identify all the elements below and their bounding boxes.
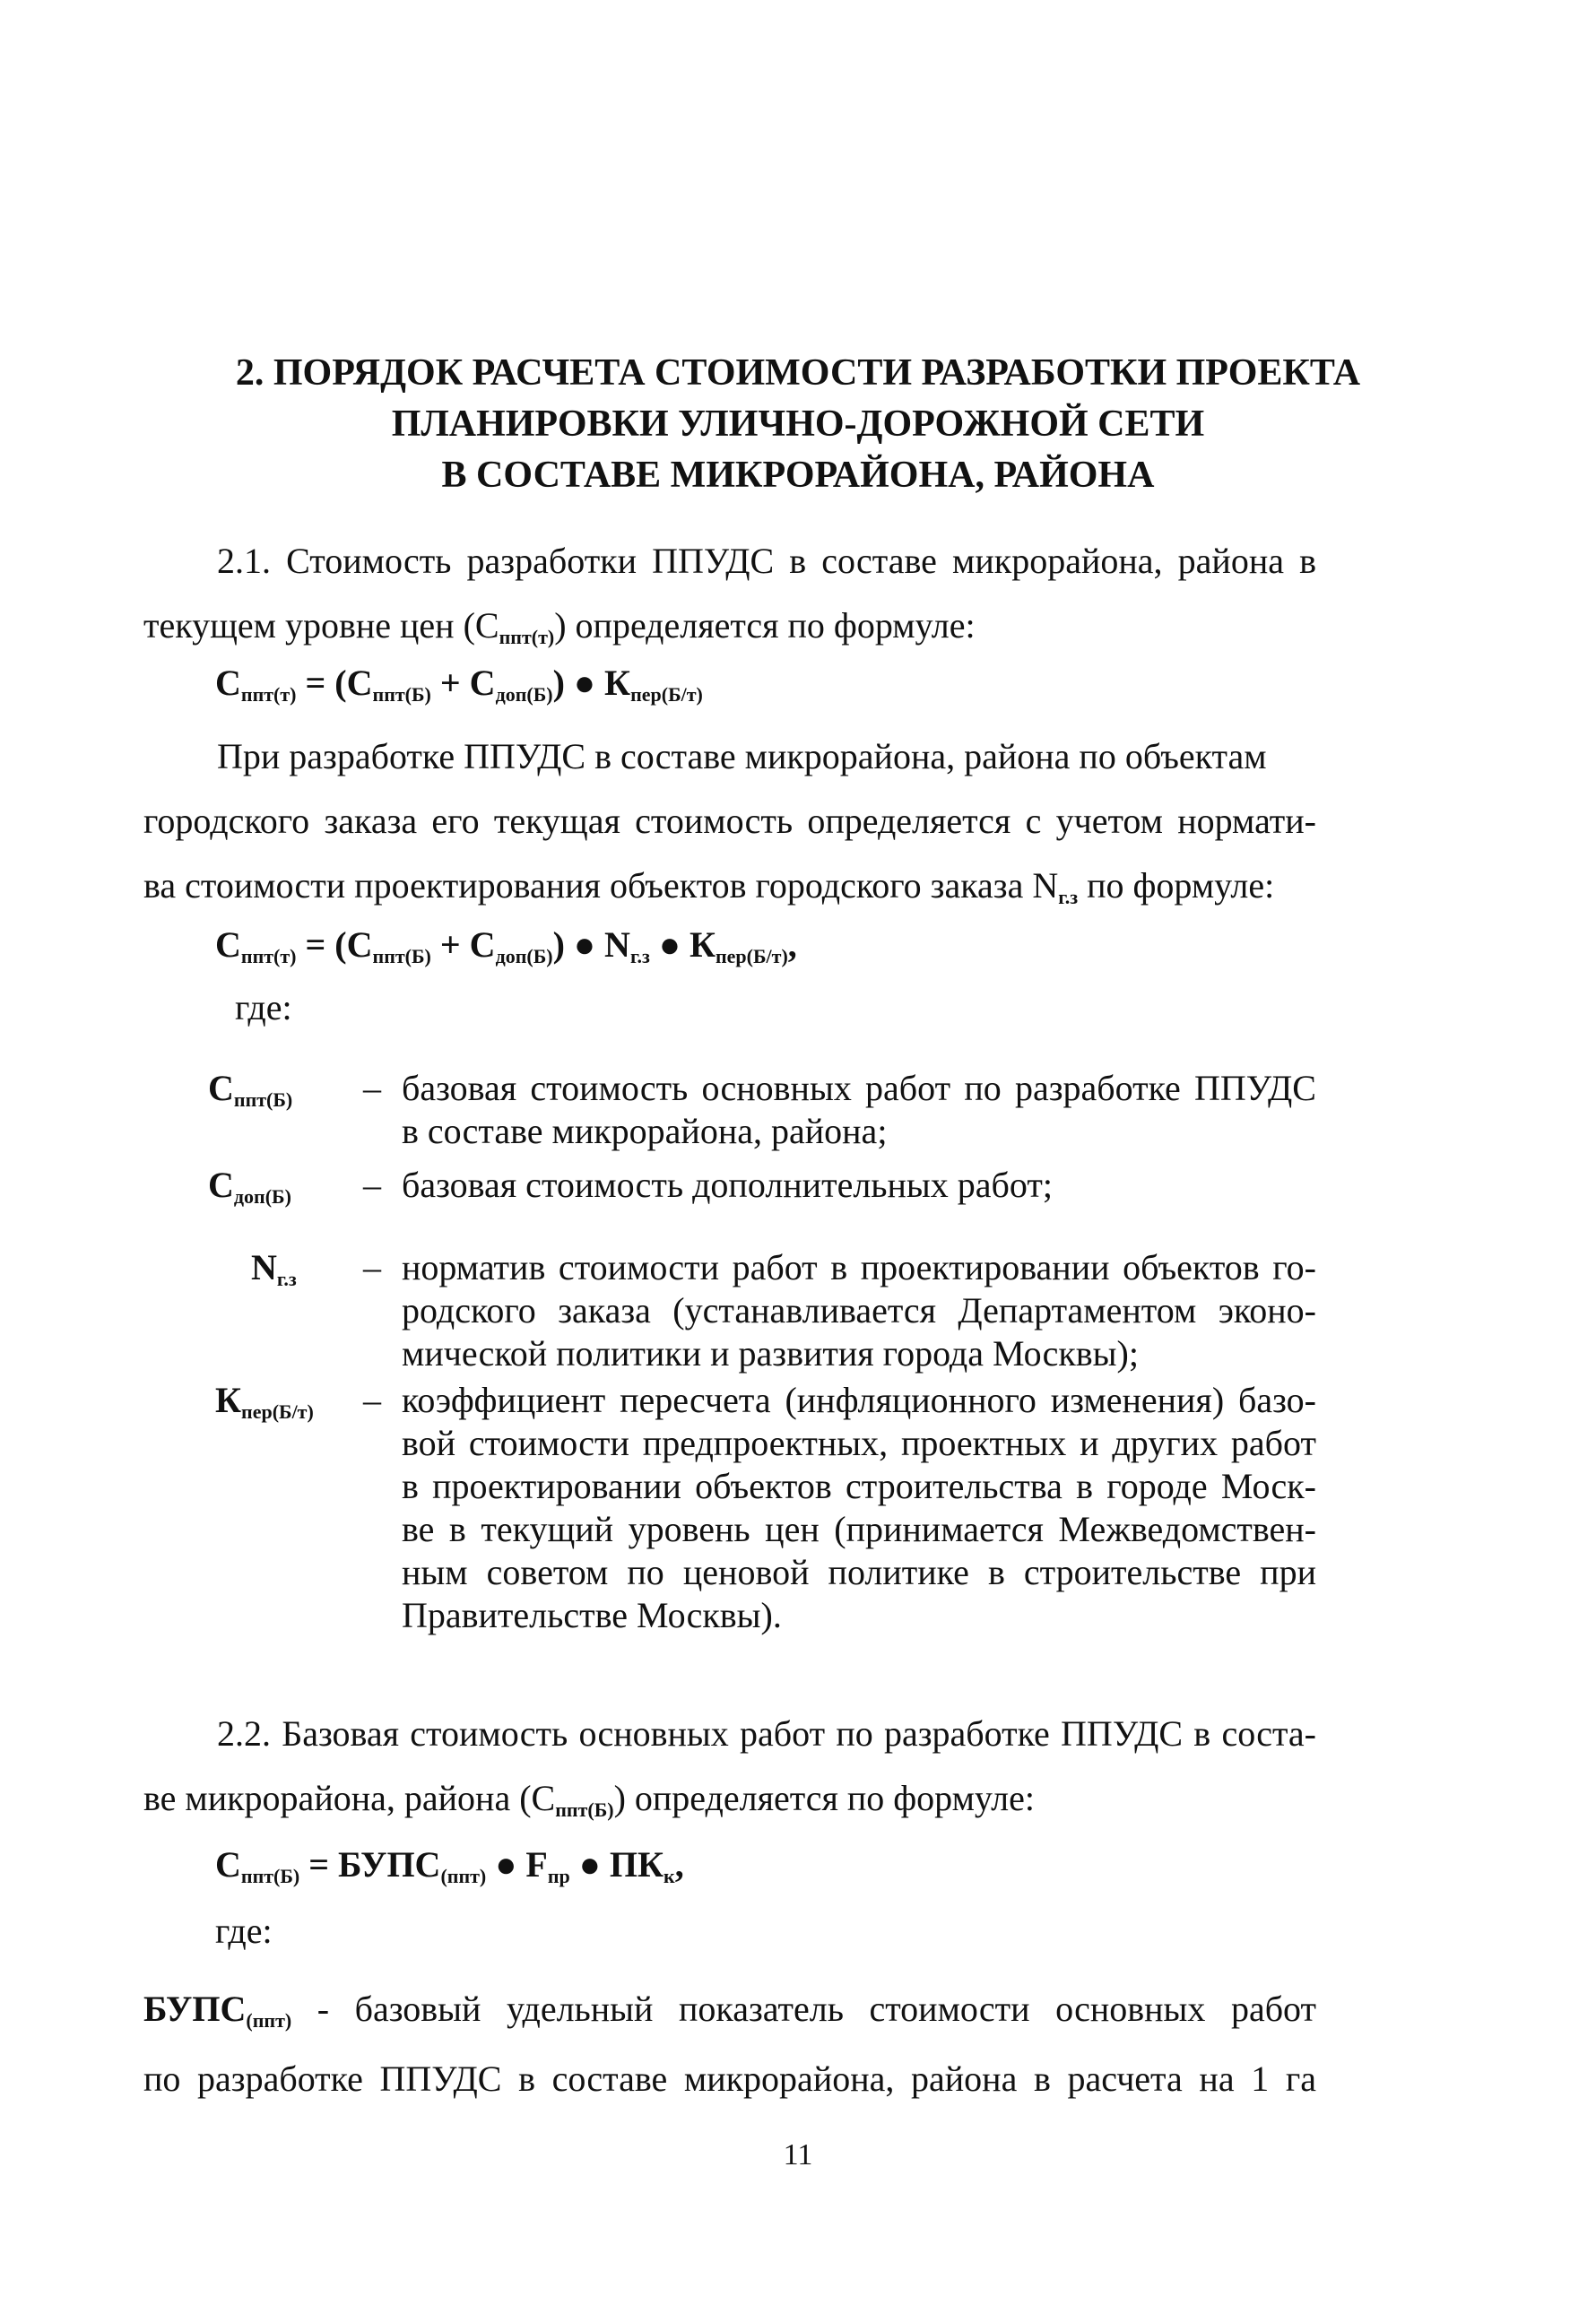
definition-dash: – bbox=[363, 1165, 381, 1205]
paragraph-2-1 bbox=[143, 529, 1316, 663]
section-title-line-2: ПЛАНИРОВКИ УЛИЧНО-ДОРОЖНОЙ СЕТИ bbox=[391, 403, 1205, 445]
definition-dash: – bbox=[363, 1068, 381, 1108]
definition-dash: – bbox=[363, 1247, 381, 1287]
paragraph-bups bbox=[143, 1977, 1316, 2111]
definition-symbol-k-per: Кпер(Б/т) bbox=[215, 1380, 314, 1423]
paragraph-bups-line-2: по разработке ППУДС в составе микрорайона, района в расчета на 1 га bbox=[143, 2059, 1316, 2099]
definition-text-c-dop-b: базовая стоимость дополнительных работ; bbox=[402, 1165, 1053, 1205]
formula-1: Сппт(т) = (Сппт(Б) + Сдоп(Б)) ● Кпер(Б/т) bbox=[215, 663, 703, 706]
page-number: 11 bbox=[783, 2138, 813, 2171]
paragraph-2-2 bbox=[143, 1702, 1316, 1836]
section-title-line-3: В СОСТАВЕ МИКРОРАЙОНА, РАЙОНА bbox=[441, 455, 1155, 496]
section-title-line-1: 2. ПОРЯДОК РАСЧЕТА СТОИМОСТИ РАЗРАБОТКИ ПРОЕКТА bbox=[235, 352, 1361, 394]
paragraph-bups-line-1: БУПС(ппт) - базовый удельный показатель стоимости основных работ bbox=[143, 1989, 1316, 2032]
definition-symbol-c-ppt-b: Сппт(Б) bbox=[208, 1068, 293, 1111]
definition-symbol-n-gz: Nг.з bbox=[251, 1247, 297, 1290]
where-label-1: где: bbox=[235, 987, 292, 1027]
definition-dash: – bbox=[363, 1380, 381, 1420]
formula-2: Сппт(т) = (Сппт(Б) + Сдоп(Б)) ● Nг.з ● Кпер(Б/т), bbox=[215, 924, 797, 967]
where-label-2: где: bbox=[215, 1911, 273, 1951]
paragraph-2-2-line-1: 2.2. Базовая стоимость основных работ по разработке ППУДС в соста- bbox=[217, 1713, 1316, 1754]
paragraph-city-order-line-2: городского заказа его текущая стоимость определяется с учетом нормати- bbox=[143, 801, 1316, 841]
definition-text-n-gz: норматив стоимости работ в проектировании объектов го- родского заказа (устанавливается Департаментом эконо- мической политики и развития города Москвы); bbox=[402, 1247, 1316, 1374]
paragraph-2-2-line-2: ве микрорайона, района (Сппт(Б)) определяется по формуле: bbox=[143, 1778, 1035, 1821]
section-title bbox=[126, 348, 1470, 501]
paragraph-2-1-line-1: 2.1. Стоимость разработки ППУДС в составе микрорайона, района в bbox=[217, 541, 1316, 581]
formula-3: Сппт(Б) = БУПС(ппт) ● Fпр ● ПКк, bbox=[215, 1844, 684, 1887]
definition-symbol-c-dop-b: Сдоп(Б) bbox=[208, 1165, 291, 1208]
paragraph-city-order-line-1: При разработке ППУДС в составе микрорайона, района по объектам bbox=[217, 736, 1267, 776]
definition-text-c-ppt-b: базовая стоимость основных работ по разработке ППУДС в составе микрорайона, района; bbox=[402, 1068, 1316, 1151]
paragraph-2-1-line-2: текущем уровне цен (Сппт(т)) определяется по формуле: bbox=[143, 605, 976, 648]
paragraph-city-order bbox=[143, 724, 1316, 923]
paragraph-city-order-line-3: ва стоимости проектирования объектов городского заказа Nг.з по формуле: bbox=[143, 865, 1275, 908]
definition-text-k-per: коэффициент пересчета (инфляционного изменения) базо- вой стоимости предпроектных, проектных и других работ в проектировании объектов строительства в городе Моск- ве в текущий уровень цен (принимается Межведомствен- ным советом по ценовой политике в строительстве при Правительстве Москвы). bbox=[402, 1380, 1316, 1635]
